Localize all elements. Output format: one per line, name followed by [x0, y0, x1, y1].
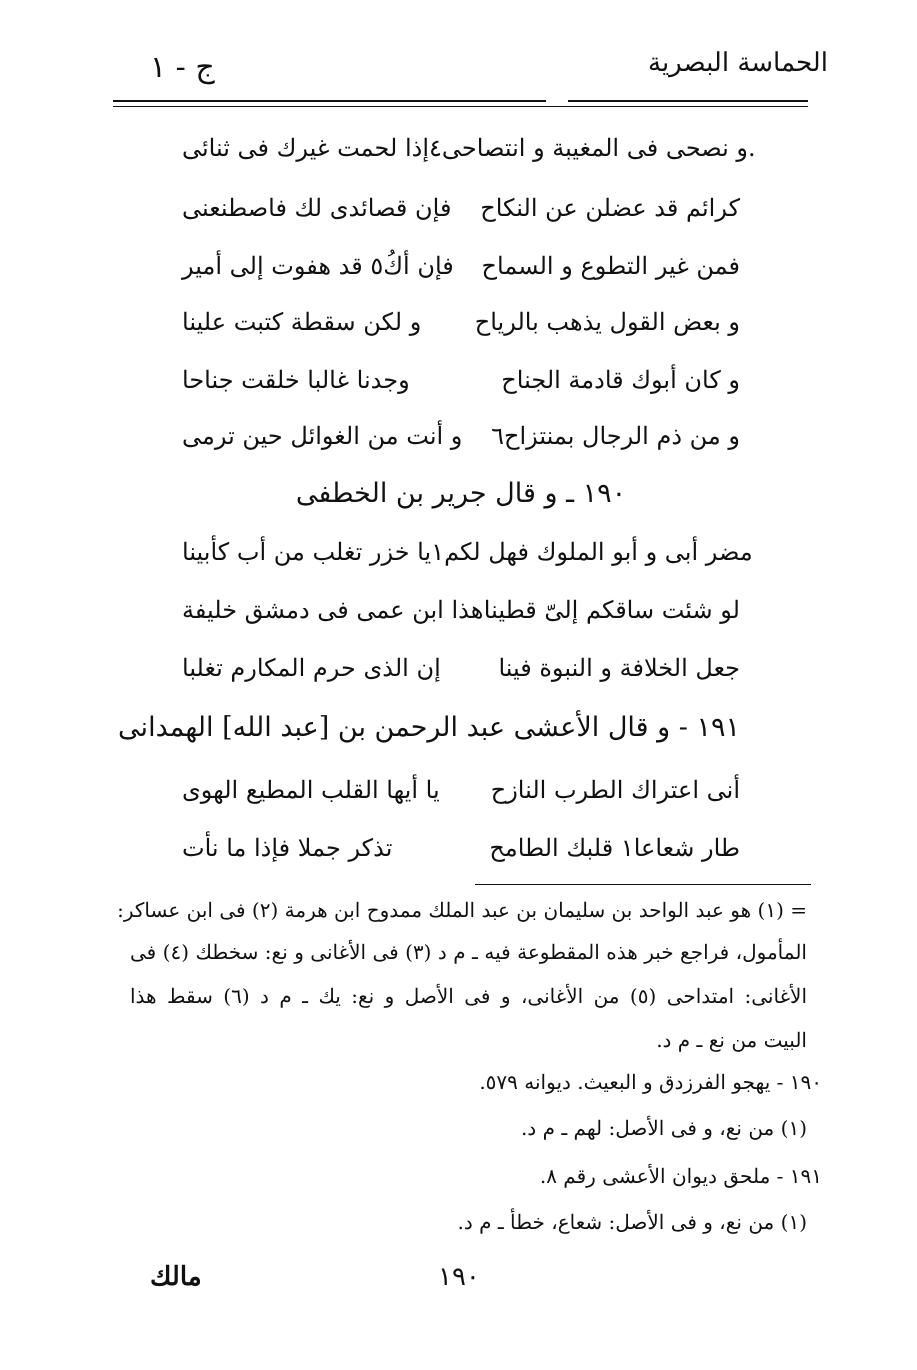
book-title: الحماسة البصرية: [648, 48, 828, 78]
hemistich-second: أنى اعتراك الطرب النازح: [490, 776, 740, 804]
verse-line: [182, 416, 740, 456]
hemistich-first: فإن قصائدى لك فاصطنعنى: [182, 194, 452, 222]
hemistich-first: هذا ابن عمى فى دمشق خليفة: [182, 596, 484, 624]
hemistich-second: .و نصحى فى المغيبة و انتصاحى٤: [429, 134, 756, 162]
hemistich-second: و من ذم الرجال بمنتزاح٦: [491, 422, 740, 450]
hemistich-second: جعل الخلافة و النبوة فينا: [498, 654, 740, 682]
hemistich-first: فإن أكُ٥ قد هفوت إلى أمير: [182, 252, 454, 280]
verse-line: [182, 828, 740, 868]
footnote-separator: [475, 884, 811, 885]
verse-line: [182, 188, 740, 228]
footnote-line: = (١) هو عبد الواحد بن سليمان بن عبد الملك ممدوح ابن هرمة (٢) فى ابن عساكر:: [117, 898, 807, 922]
hemistich-first: و لكن سقطة كتبت علينا: [182, 308, 422, 336]
footnote-line: المأمول، فراجع خبر هذه المقطوعة فيه ـ م د (٣) فى الأغانى و نع: سخطك (٤) فى: [130, 940, 807, 964]
catchword: مالك: [150, 1262, 202, 1292]
hemistich-first: إن الذى حرم المكارم تغلبا: [182, 654, 441, 682]
header-rule-thin: [113, 106, 808, 107]
hemistich-first: يا خزر تغلب من أب كأبينا: [182, 538, 432, 566]
header-rule-right: [568, 100, 808, 102]
footnote-line: الأغانى: امتداحى (٥) من الأغانى، و فى الأصل و نع: يك ـ م د (٦) سقط هذا: [130, 984, 807, 1008]
footnote-line: ١٩٠ - يهجو الفرزدق و البعيث. ديوانه ٥٧٩.: [479, 1070, 822, 1094]
poem-heading-191: ١٩١ - و قال الأعشى عبد الرحمن بن [عبد الله] الهمدانى: [118, 712, 740, 743]
hemistich-second: لو شئت ساقكم إلىّ قطينا: [483, 596, 740, 624]
hemistich-second: طار شعاعا١ قلبك الطامح: [489, 834, 740, 862]
hemistich-first: و أنت من الغوائل حين ترمى: [182, 422, 463, 450]
poem-heading-190: ١٩٠ ـ و قال جرير بن الخطفى: [295, 478, 627, 509]
hemistich-second: مضر أبى و أبو الملوك فهل لكم١: [431, 538, 753, 566]
footnote-line: البيت من نع ـ م د.: [656, 1028, 807, 1052]
footnote-line: (١) من نع، و فى الأصل: شعاع، خطأ ـ م د.: [457, 1210, 807, 1234]
verse-line: [182, 532, 753, 572]
hemistich-first: إذا لحمت غيرك فى ثنائى: [182, 134, 429, 162]
hemistich-second: فمن غير التطوع و السماح: [481, 252, 740, 280]
verse-line: [182, 302, 740, 342]
hemistich-second: و بعض القول يذهب بالرياح: [474, 308, 740, 336]
footnote-line: ١٩١ - ملحق ديوان الأعشى رقم ٨.: [539, 1164, 822, 1188]
verse-line: [182, 770, 740, 810]
footnote-line: (١) من نع، و فى الأصل: لهم ـ م د.: [520, 1116, 807, 1140]
verse-line: [182, 590, 740, 630]
hemistich-first: تذكر جملا فإذا ما نأت: [182, 834, 393, 862]
verse-line: [182, 360, 740, 400]
verse-line: [182, 128, 756, 168]
hemistich-second: و كان أبوك قادمة الجناح: [501, 366, 740, 394]
volume-label: ج - ١: [150, 50, 215, 85]
hemistich-first: وجدنا غالبا خلقت جناحا: [182, 366, 410, 394]
verse-line: [182, 246, 740, 286]
header-rule-left: [113, 100, 546, 102]
hemistich-second: كرائم قد عضلن عن النكاح: [480, 194, 740, 222]
verse-line: [182, 648, 740, 688]
page-number: ١٩٠: [438, 1262, 480, 1292]
hemistich-first: يا أيها القلب المطيع الهوى: [182, 776, 440, 804]
